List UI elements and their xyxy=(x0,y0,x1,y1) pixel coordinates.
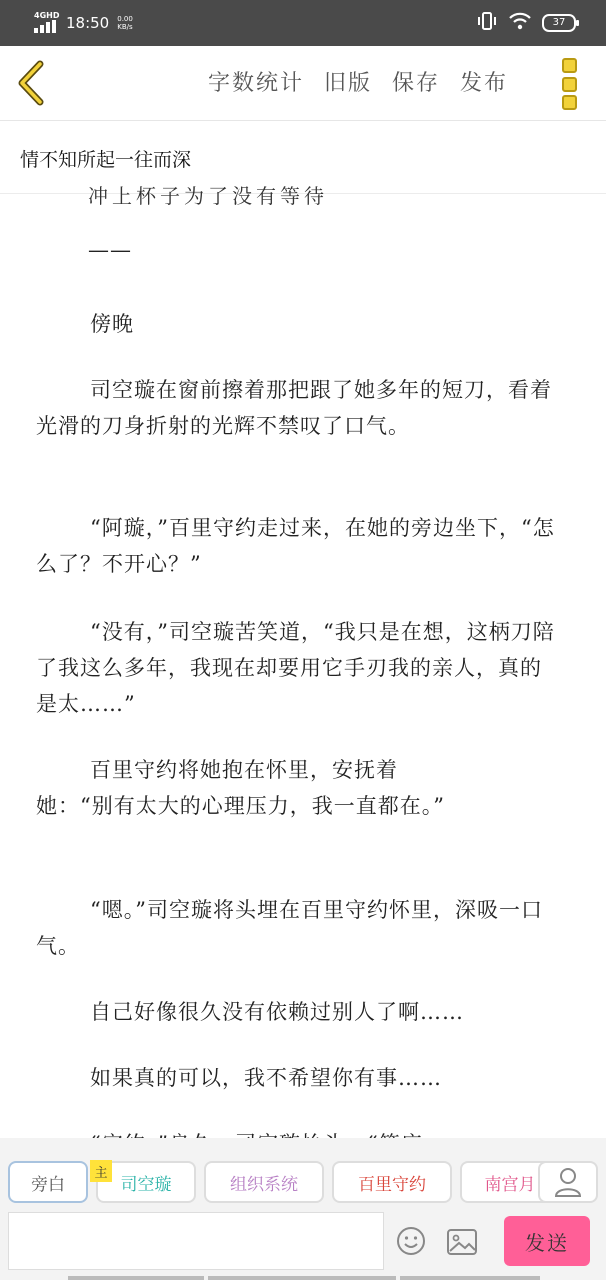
paragraph: 如果真的可以，我不希望你有事…… xyxy=(90,1066,442,1090)
divider-line: —— xyxy=(88,238,132,262)
more-menu-icon[interactable] xyxy=(562,58,582,110)
role-organization-system[interactable] xyxy=(204,1161,324,1203)
network-speed: 0.00 KB/s xyxy=(117,15,133,31)
paragraph: 傍晚 xyxy=(90,312,134,336)
vibrate-icon xyxy=(476,12,498,34)
scroll-indicator xyxy=(68,1276,204,1280)
back-button[interactable] xyxy=(12,60,52,106)
old-version-button[interactable]: 旧版 xyxy=(324,71,373,96)
emoji-icon[interactable] xyxy=(396,1226,426,1256)
role-baili-shouyue[interactable] xyxy=(332,1161,452,1203)
role-label: 百里守约 xyxy=(358,1174,426,1195)
paragraph: 自己好像很久没有依赖过别人了啊…… xyxy=(90,1000,464,1024)
battery-icon: 37 xyxy=(542,14,576,32)
paragraph: “没有，”司空璇苦笑道，“我只是在想，这柄刀陪了我这么多年，我现在却要用它手刃我的亲人，真的是太……” xyxy=(36,620,555,716)
input-bar xyxy=(0,1208,606,1280)
clock: 18:50 xyxy=(66,14,110,32)
story-content[interactable] xyxy=(0,184,606,1138)
publish-button[interactable]: 发布 xyxy=(460,71,509,96)
message-input[interactable] xyxy=(8,1212,384,1270)
chapter-title: 情不知所起一往而深 xyxy=(20,149,192,171)
role-label: 旁白 xyxy=(31,1174,65,1195)
status-bar xyxy=(0,0,606,46)
wifi-icon xyxy=(508,12,532,34)
word-count-button[interactable]: 字数统计 xyxy=(208,71,305,96)
network-type: 4GHD xyxy=(34,11,60,20)
role-label: 司空璇 xyxy=(120,1174,172,1195)
cut-off-line: 冲上杯子为了没有等待 xyxy=(88,184,328,208)
scroll-indicator xyxy=(400,1276,540,1280)
user-icon xyxy=(540,1163,596,1201)
signal-icon xyxy=(34,11,58,35)
save-button[interactable]: 保存 xyxy=(392,71,441,96)
role-label: 组织系统 xyxy=(230,1174,298,1195)
role-narrator[interactable] xyxy=(8,1161,88,1203)
main-role-badge: 主 xyxy=(90,1160,112,1182)
send-button[interactable]: 发送 xyxy=(504,1216,590,1266)
paragraph: “阿璇，”百里守约走过来，在她的旁边坐下，“怎么了？不开心？” xyxy=(36,516,555,576)
editor-header xyxy=(0,46,606,121)
add-role-button[interactable] xyxy=(538,1161,598,1203)
paragraph: 百里守约将她抱在怀里，安抚着 xyxy=(90,758,398,782)
paragraph: “嗯。”司空璇将头埋在百里守约怀里，深吸一口气。 xyxy=(36,898,543,958)
image-icon[interactable] xyxy=(446,1228,478,1256)
paragraph: 司空璇在窗前擦着那把跟了她多年的短刀，看着光滑的刀身折射的光辉不禁叹了口气。 xyxy=(36,378,552,438)
scroll-indicator xyxy=(208,1276,396,1280)
role-label: 南宫月 xyxy=(484,1174,536,1195)
paragraph: 她：“别有太大的心理压力，我一直都在。” xyxy=(36,794,445,818)
chevron-left-icon xyxy=(12,60,52,106)
